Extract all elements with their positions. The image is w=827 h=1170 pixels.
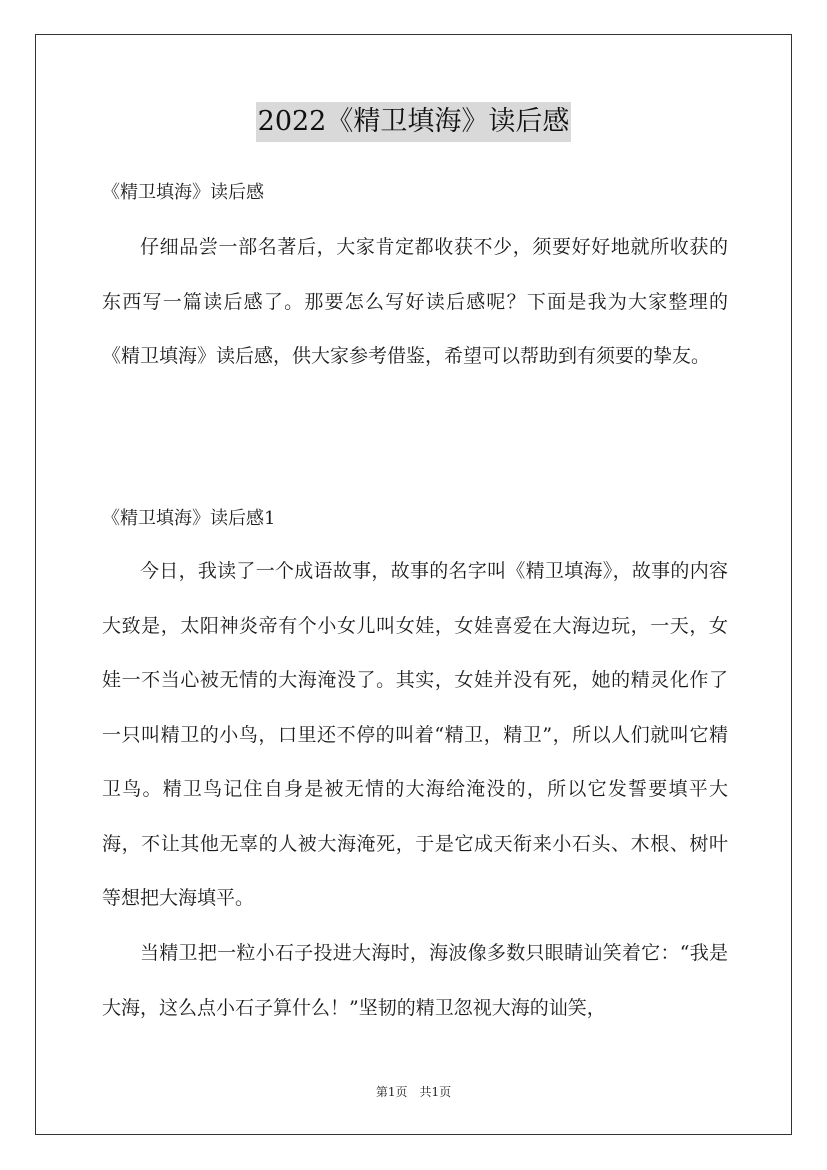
- title-container: [0, 102, 827, 142]
- body-paragraph-2: 当精卫把一粒小石子投进大海时，海波像多数只眼睛讪笑着它：“我是大海，这么点小石子算什么！”坚韧的精卫忽视大海的讪笑，: [102, 942, 728, 1019]
- body-paragraph-1: 今日，我读了一个成语故事，故事的名字叫《精卫填海》，故事的内容大致是，太阳神炎帝有个小女儿叫女娃，女娃喜爱在大海边玩，一天，女娃一不当心被无情的大海淹没了。其实，女娃并没有死，她的精灵化作了一只叫精卫的小鸟，口里还不停的叫着“精卫，精卫”，所以人们就叫它精卫鸟。精卫鸟记住自身是被无情的大海给淹没的，所以它发誓要填平大海，不让其他无辜的人被大海淹死，于是它成天衔来小石头、木根、树叶等想把大海填平。: [102, 560, 728, 909]
- section-heading-1: 《精卫填海》读后感1: [102, 508, 276, 529]
- intro-paragraph: 仔细品尝一部名著后，大家肯定都收获不少，须要好好地就所收获的东西写一篇读后感了。那要怎么写好读后感呢？下面是我为大家整理的《精卫填海》读后感，供大家参考借鉴，希望可以帮助到有须要的挚友。: [102, 236, 728, 367]
- document-title: 2022《精卫填海》读后感: [256, 102, 572, 142]
- page-number-footer: 第1页 共1页: [375, 1085, 452, 1099]
- section-heading-intro: 《精卫填海》读后感: [102, 182, 264, 203]
